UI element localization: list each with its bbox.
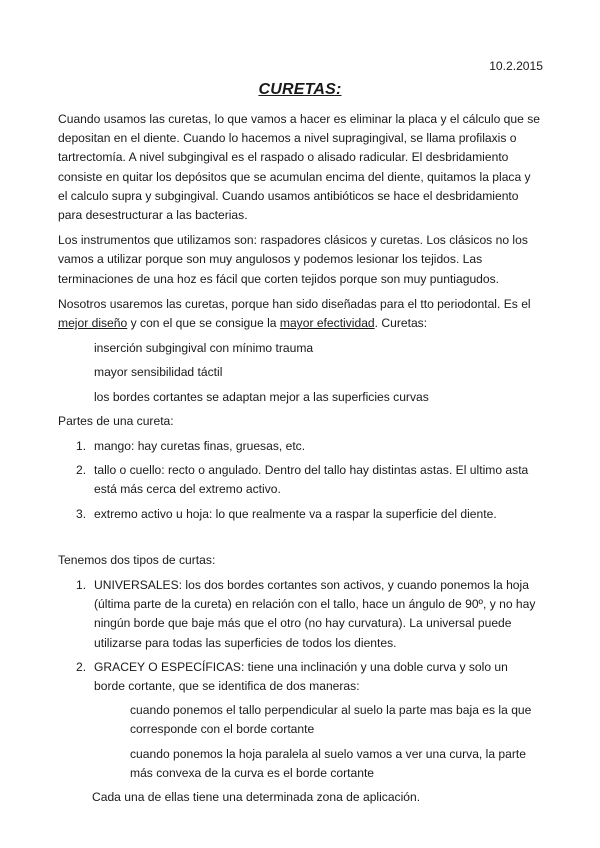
parts-list-item (58, 461, 542, 499)
document-body (58, 110, 542, 807)
types-list (58, 576, 542, 696)
list-item-text: UNIVERSALES: los dos bordes cortantes son activos, y cuando ponemos la hoja (última parte de la cureta) en relación con el tallo, hace un ángulo de 90º, y no hay ningún borde que baje más que el otro (no hay curvatura). La universal puede utilizarse para todas las superficies de todos los dientes. (94, 578, 536, 650)
list-item-text: GRACEY O ESPECÍFICAS: tiene una inclinación y una doble curva y solo un borde cortante, que se identifica de dos maneras: (94, 659, 508, 694)
list-item-text: tallo o cuello: recto o angulado. Dentro del tallo hay distintas astas. El ultimo asta está más cerca del extremo activo. (94, 463, 529, 497)
paragraph-instruments: Los instrumentos que utilizamos son: raspadores clásicos y curetas. Los clásicos no los vamos a utilizar porque son muy angulosos y podemos lesionar los tejidos. Las terminaciones de una hoz es fácil que corten tejidos porque son muy puntiagudos. (58, 233, 528, 286)
paragraph-intro: Cuando usamos las curetas, lo que vamos a hacer es eliminar la placa y el cálculo que se depositan en el diente. Cuando lo hacemos a nivel supragingival, se llama profilaxis o tartrectomía. A nivel subgingival es el raspado o alisado radicular. El desbridamiento consiste en quitar los depósitos que se acumulan encima del diente, quitamos la placa y el calculo supra y subgingival. Cuando usamos antibióticos se hace el desbridamiento para desestructurar a las bacterias. (58, 112, 540, 223)
paragraph-curetas-part-b: y con el que se consigue la (127, 316, 280, 331)
page-title: CURETAS: (258, 81, 342, 98)
gracey-way-item: cuando ponemos la hoja paralela al suelo vamos a ver una curva, la parte más convexa de la curva es el borde cortante (130, 746, 526, 780)
underlined-mejor-diseno: mejor diseño (58, 316, 128, 331)
types-list-item (58, 658, 542, 696)
date: 10.2.2015 (489, 59, 543, 73)
list-item-text: mango: hay curetas finas, gruesas, etc. (94, 439, 306, 454)
list-number: 1. (76, 578, 87, 593)
paragraph-curetas-part-a: Nosotros usaremos las curetas, porque han sido diseñadas para el tto periodontal. Es el (58, 296, 531, 311)
paragraph-curetas-part-c: . Curetas: (374, 316, 428, 331)
closing-sentence: Cada una de ellas tiene una determinada zona de aplicación. (92, 790, 421, 805)
feature-item: los bordes cortantes se adaptan mejor a las superficies curvas (94, 389, 429, 404)
parts-list-item (58, 437, 542, 456)
feature-item: inserción subgingival con mínimo trauma (94, 341, 314, 356)
feature-item: mayor sensibilidad táctil (94, 365, 223, 380)
gracey-way-item: cuando ponemos el tallo perpendicular al suelo la parte mas baja es la que corresponde con el borde cortante (130, 703, 532, 737)
list-number: 2. (76, 659, 87, 674)
list-item-text: extremo activo u hoja: lo que realmente va a raspar la superficie del diente. (94, 506, 497, 521)
underlined-mayor-efectividad: mayor efectividad (279, 316, 375, 331)
spacer (58, 529, 542, 551)
list-number: 1. (76, 439, 87, 454)
list-number: 2. (76, 463, 87, 478)
parts-list-item (58, 505, 542, 524)
types-heading: Tenemos dos tipos de curtas: (58, 552, 216, 567)
types-list-item (58, 576, 542, 653)
paragraph-curetas (58, 295, 542, 333)
list-number: 3. (76, 506, 87, 521)
parts-list (58, 437, 542, 524)
parts-heading: Partes de una cureta: (58, 413, 174, 428)
